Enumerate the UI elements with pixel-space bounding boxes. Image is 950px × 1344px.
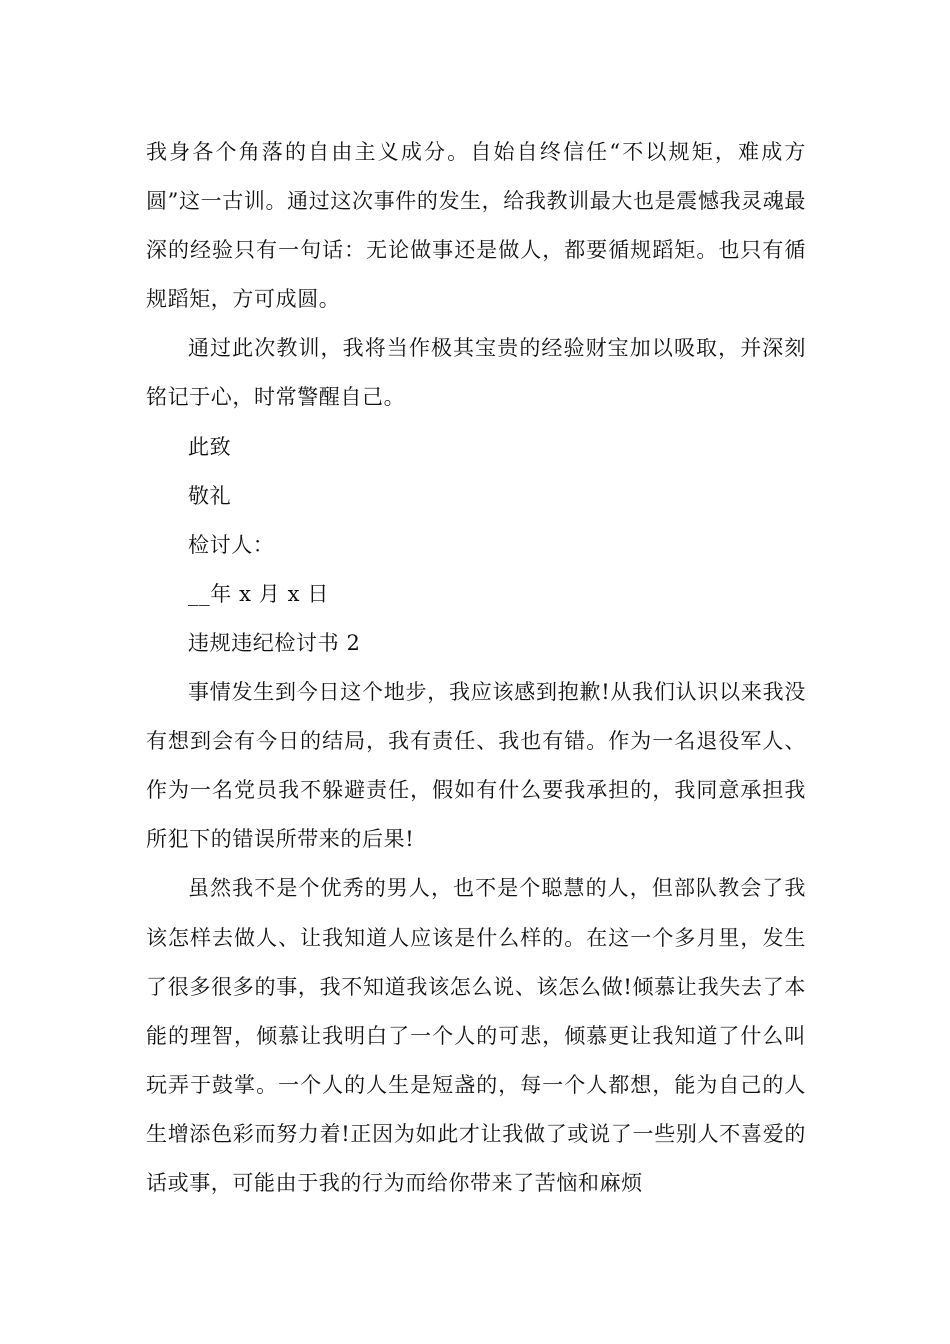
section-title: 违规违纪检讨书 2	[188, 630, 361, 655]
paragraph-lesson: 通过此次教训，我将当作极其宝贵的经验财宝加以吸取，并深刻铭记于心，时常警醒自己。	[146, 336, 806, 410]
signer-label: 检讨人：	[188, 532, 275, 557]
date-line: __年 x 月 x 日	[188, 581, 329, 606]
paragraph-continuation: 我身各个角落的自由主义成分。自始自终信任“不以规矩，难成方圆”这一古训。通过这次事件的发生，给我教训最大也是震憾我灵魂最深的经验只有一句话：无论做事还是做人，都要循规蹈矩。也只有循规蹈矩，方可成圆。	[146, 140, 806, 312]
paragraph-reflection: 虽然我不是个优秀的男人，也不是个聪慧的人，但部队教会了我该怎样去做人、让我知道人应该是什么样的。在这一个多月里，发生了很多很多的事，我不知道我该怎么说、该怎么做!倾慕让我失去了本能的理智，倾慕让我明白了一个人的可悲，倾慕更让我知道了什么叫玩弄于鼓掌。一个人的人生是短盏的，每一个人都想，能为自己的人生增添色彩而努力着!正因为如此才让我做了或说了一些别人不喜爱的话或事，可能由于我的行为而给你带来了苦恼和麻烦	[146, 876, 806, 1195]
closing-regards: 敬礼	[188, 483, 232, 508]
document-body	[146, 128, 806, 1208]
paragraph-apology: 事情发生到今日这个地步，我应该感到抱歉!从我们认识以来我没有想到会有今日的结局，我有责任、我也有错。作为一名退役军人、作为一名党员我不躲避责任，假如有什么要我承担的，我同意承担我所犯下的错误所带来的后果!	[146, 680, 806, 852]
closing-salutation: 此致	[188, 434, 232, 459]
